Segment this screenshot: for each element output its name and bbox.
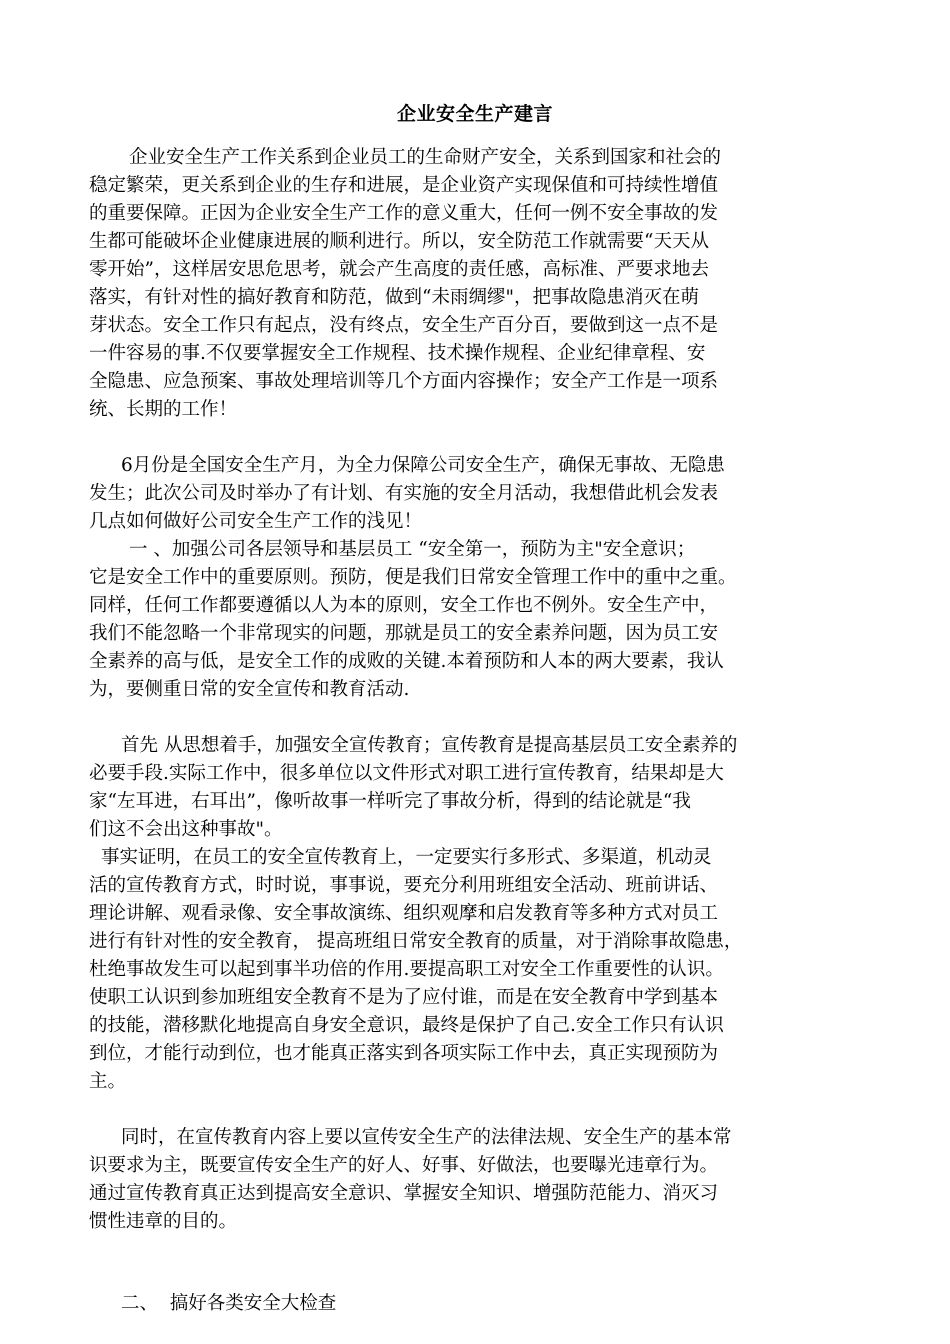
paragraph-gap (89, 1096, 865, 1124)
document-title: 企业安全生产建言 (396, 103, 553, 125)
text-line: 同时，在宣传教育内容上要以宣传安全生产的法律法规、安全生产的基本常 (121, 1127, 732, 1148)
text-line: 稳定繁荣，更关系到企业的生存和进展，是企业资产实现保值和可持续性增值 (89, 175, 719, 196)
text-line: 进行有针对性的安全教育， 提高班组日常安全教育的质量，对于消除事故隐患， (89, 931, 743, 952)
paragraph-first (89, 732, 865, 844)
text-line: 芽状态。安全工作只有起点，没有终点，安全生产百分百，要做到这一点不是 (89, 315, 719, 336)
text-line: 一 、加强公司各层领导和基层员工 “安全第一，预防为主"安全意识； (129, 539, 696, 560)
text-line: 我们不能忽略一个非常现实的问题，那就是员工的安全素养问题，因为员工安 (89, 623, 719, 644)
text-line: 通过宣传教育真正达到提高安全意识、掌握安全知识、增强防范能力、消灭习 (89, 1183, 719, 1204)
text-line: 落实，有针对性的搞好教育和防范，做到“未雨绸缪"，把事故隐患消灭在萌 (89, 287, 699, 308)
section-heading-two: 二、 搞好各类安全大检查 (121, 1293, 337, 1314)
text-line: 它是安全工作中的重要原则。预防，便是我们日常安全管理工作中的重中之重。 (89, 567, 737, 588)
paragraph-facts (89, 844, 865, 1096)
paragraph-gap (89, 424, 865, 452)
text-line: 为，要侧重日常的安全宣传和教育活动. (89, 679, 410, 700)
text-line: 生都可能破坏企业健康进展的顺利进行。所以，安全防范工作就需要“天天从 (89, 231, 709, 252)
text-line: 统、长期的工作！ (89, 399, 238, 420)
document-body (89, 144, 865, 1318)
text-line: 同样，任何工作都要遵循以人为本的原则，安全工作也不例外。安全生产中， (89, 595, 719, 616)
text-line: 事实证明，在员工的安全宣传教育上，一定要实行多形式、多渠道，机动灵 (101, 847, 712, 868)
text-line: 一件容易的事.不仅要掌握安全工作规程、技术操作规程、企业纪律章程、安 (89, 343, 706, 364)
text-line: 惯性违章的目的。 (89, 1211, 238, 1232)
text-line: 杜绝事故发生可以起到事半功倍的作用.要提高职工对安全工作重要性的认识。 (89, 959, 724, 980)
text-line: 理论讲解、观看录像、安全事故演练、组织观摩和启发教育等多种方式对员工 (89, 903, 719, 924)
text-line: 必要手段.实际工作中，很多单位以文件形式对职工进行宣传教育，结果却是大 (89, 763, 724, 784)
text-line: 发生；此次公司及时举办了有计划、有实施的安全月活动，我想借此机会发表 (89, 483, 719, 504)
paragraph-point-one (89, 536, 865, 704)
text-line: 使职工认识到参加班组安全教育不是为了应付谁，而是在安全教育中学到基本 (89, 987, 719, 1008)
text-line: 零开始”，这样居安思危思考，就会产生高度的责任感，高标准、严要求地去 (89, 259, 709, 280)
text-line: 企业安全生产工作关系到企业员工的生命财产安全，关系到国家和社会的 (129, 147, 722, 168)
text-line: 的技能，潜移默化地提高自身安全意识，最终是保护了自己.安全工作只有认识 (89, 1015, 724, 1036)
text-line: 们这不会出这种事故"。 (89, 819, 283, 840)
text-line: 全隐患、应急预案、事故处理培训等几个方面内容操作；安全产工作是一项系 (89, 371, 719, 392)
paragraph-safety-month (89, 452, 865, 536)
text-line: 主。 (89, 1071, 127, 1092)
section-gap (89, 1236, 865, 1290)
text-line: 的重要保障。正因为企业安全生产工作的意义重大，任何一例不安全事故的发 (89, 203, 719, 224)
text-line: 6月份是全国安全生产月，为全力保障公司安全生产，确保无事故、无隐患 (121, 455, 725, 476)
text-line: 识要求为主，既要宣传安全生产的好人、好事、好做法，也要曝光违章行为。 (89, 1155, 719, 1176)
text-line: 活的宣传教育方式，时时说，事事说，要充分利用班组安全活动、班前讲话、 (89, 875, 719, 896)
paragraph-intro (89, 144, 865, 424)
paragraph-gap (89, 704, 865, 732)
text-line: 家“左耳进，右耳出”，像听故事一样听完了事故分析，得到的结论就是“我 (89, 791, 691, 812)
text-line: 首先 从思想着手，加强安全宣传教育；宣传教育是提高基层员工安全素养的 (121, 735, 738, 756)
text-line: 全素养的高与低，是安全工作的成败的关键.本着预防和人本的两大要素，我认 (89, 651, 724, 672)
text-line: 几点如何做好公司安全生产工作的浅见！ (89, 511, 423, 532)
text-line: 到位，才能行动到位，也才能真正落实到各项实际工作中去，真正实现预防为 (89, 1043, 719, 1064)
paragraph-meanwhile (89, 1124, 865, 1236)
